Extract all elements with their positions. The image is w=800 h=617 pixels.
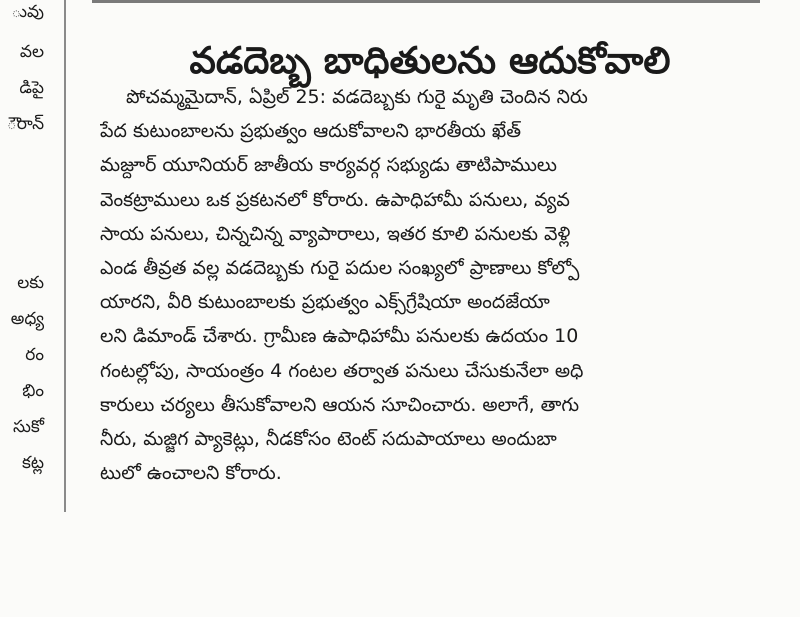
article-line: ఎండ తీవ్రత వల్ల వడదెబ్బకు గురై పదుల సంఖ్యలో ప్రాణాలు కోల్పో (100, 256, 580, 279)
top-rule (92, 0, 760, 3)
article-line: పోచమ్మమైదాన్, ఏప్రిల్ 25: వడదెబ్బకు గురై మృతి చెందిన నిరు (126, 86, 588, 108)
article-line: యారని, వీరి కుటుంబాలకు ప్రభుత్వం ఎక్స్‌గ్రేషియా అందజేయా (100, 291, 550, 314)
article-line: సాయ పనులు, చిన్నచిన్న వ్యాపారాలు, ఇతర కూలి పనులకు వెళ్లి (100, 222, 571, 245)
fragment-text: కట్ల (22, 453, 44, 473)
fragment-text: రం (25, 345, 44, 365)
article-body (100, 80, 760, 490)
article-line: వెంకట్రాములు ఒక ప్రకటనలో కోరారు. ఉపాధిహామీ పనులు, వ్యవ (100, 188, 570, 211)
fragment-text: అధ్య (10, 309, 44, 329)
article-line: నీరు, మజ్జిగ ప్యాకెట్లు, నీడకోసం టెంట్ సదుపాయాలు అందుబా (100, 427, 557, 450)
fragment-text: డిపై (19, 78, 44, 98)
fragment-text: భిం (22, 381, 44, 401)
article-line: టులో ఉంచాలని కోరారు. (100, 462, 282, 485)
fragment-text: ువు (11, 2, 44, 22)
column-divider (64, 0, 66, 512)
article-line: పేద కుటుంబాలను ప్రభుత్వం ఆదుకోవాలని భారతీయ ఖేత్ (100, 120, 522, 143)
article-line: గంటల్లోపు, సాయంత్రం 4 గంటల తర్వాత పనులు చేసుకునేలా అధి (100, 359, 584, 382)
fragment-text: వల (19, 42, 44, 62)
article-line: మజ్దూర్ యూనియర్ జాతీయ కార్యవర్గ సభ్యుడు తాటిపాములు (100, 154, 557, 177)
article-headline: వడదెబ్బ బాధితులను ఆదుకోవాలి (189, 38, 671, 82)
adjacent-column-fragment (0, 0, 62, 617)
fragment-text: లకు (17, 273, 44, 293)
fragment-text: ౌరాన్ (6, 114, 44, 134)
article-line: లని డిమాండ్ చేశారు. గ్రామీణ ఉపాధిహామీ పనులకు ఉదయం 10 (100, 325, 579, 348)
article-line: కారులు చర్యలు తీసుకోవాలని ఆయన సూచించారు. అలాగే, తాగు (100, 393, 580, 416)
fragment-text: సుకో (13, 417, 44, 437)
